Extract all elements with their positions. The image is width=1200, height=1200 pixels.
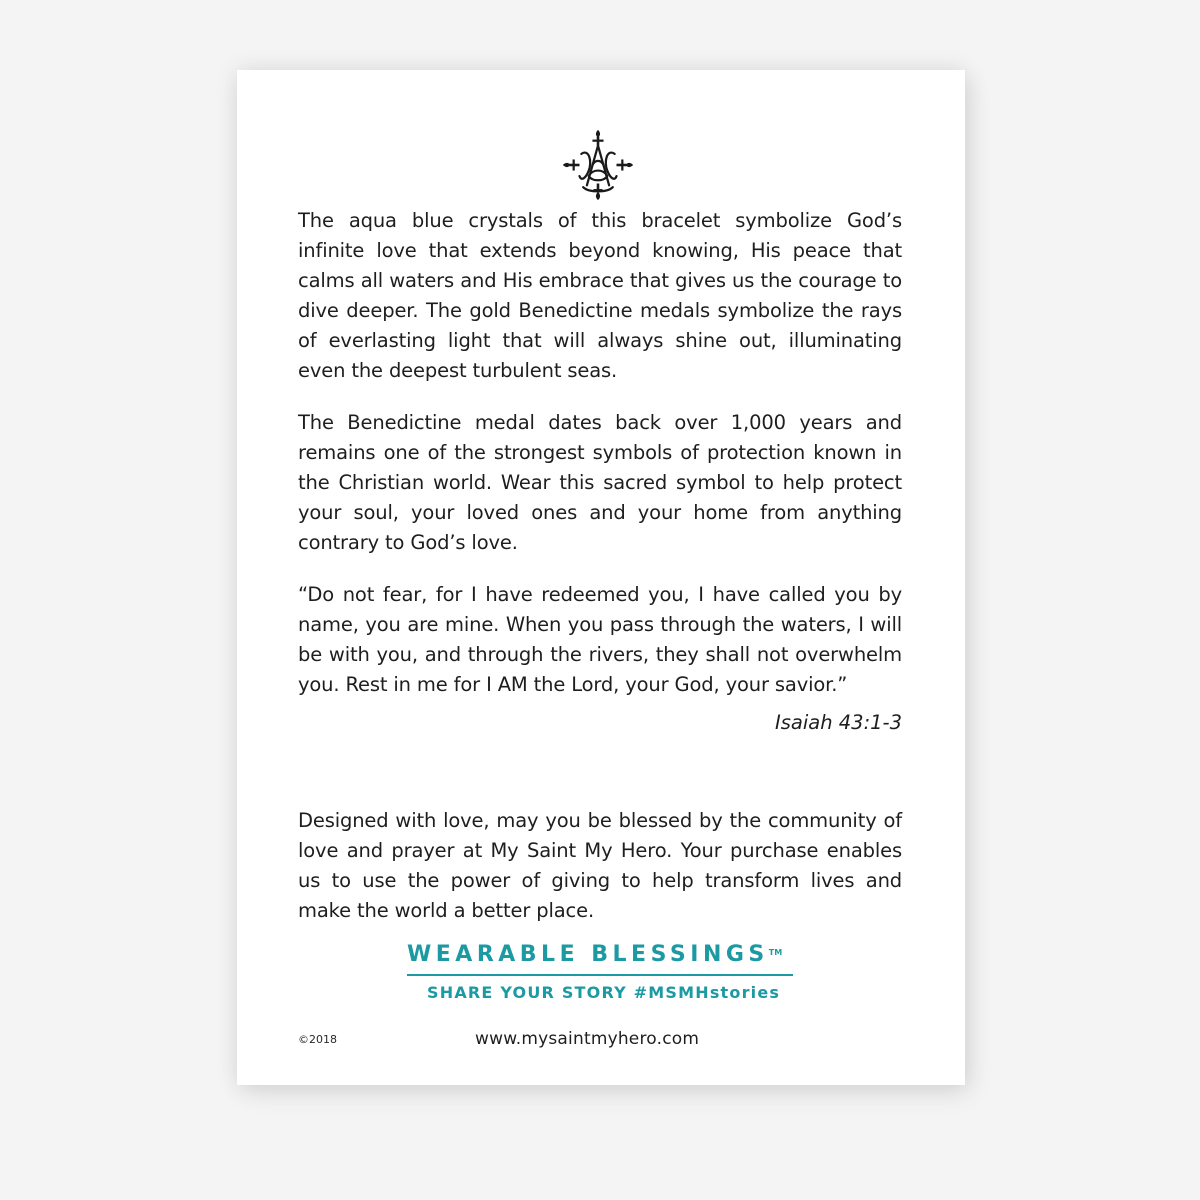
closing-paragraph: Designed with love, may you be blessed by the community of love and prayer at My Saint My Hero. Your purchase enables us to use the power of giving to help transform lives and make the world a better place. [298, 809, 902, 922]
blessing-card [237, 70, 965, 1085]
copyright-notice: ©2018 [298, 1033, 337, 1046]
website-url: www.mysaintmyhero.com [475, 1029, 700, 1049]
scripture-quote: “Do not fear, for I have redeemed you, I have called you by name, you are mine. When you pass through the waters, I will be with you, and through the rivers, they shall not overwhelm you. Rest in me for I AM the Lord, your God, your savior.” [298, 583, 902, 696]
cross-monogram-icon [561, 128, 635, 202]
description-paragraph-medal: The Benedictine medal dates back over 1,000 years and remains one of the strongest symbols of protection known in the Christian world. Wear this sacred symbol to help protect your soul, your loved ones and your home from anything contrary to God’s love. [298, 411, 902, 554]
brand-logo [407, 940, 807, 1002]
brand-title-text: WEARABLE BLESSINGS [407, 942, 769, 967]
brand-tagline: SHARE YOUR STORY #MSMHstories [427, 983, 781, 1002]
trademark-mark: TM [768, 948, 783, 957]
scripture-citation: Isaiah 43:1-3 [774, 711, 902, 734]
description-paragraph-crystals: The aqua blue crystals of this bracelet symbolize God’s infinite love that extends beyond knowing, His peace that calms all waters and His embrace that gives us the courage to dive deeper. The gold Benedictine medals symbolize the rays of everlasting light that will always shine out, illuminating even the deepest turbulent seas. [298, 209, 902, 382]
brand-title [407, 940, 782, 970]
brand-underline [407, 974, 793, 976]
